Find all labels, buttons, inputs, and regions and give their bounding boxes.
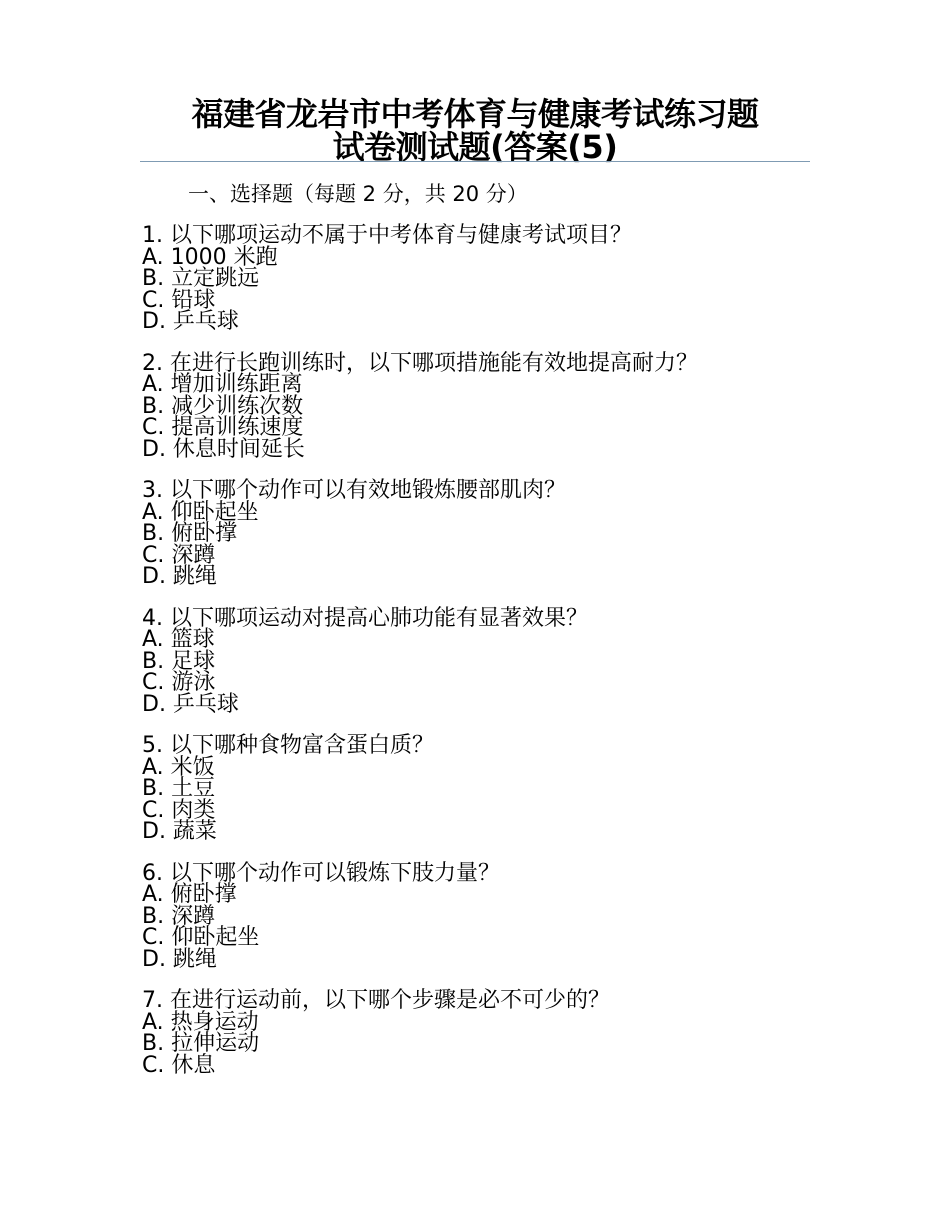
question-3 bbox=[142, 480, 902, 588]
option-d: D. 蔬菜 bbox=[142, 819, 217, 844]
option-a: A. 篮球 bbox=[142, 627, 215, 652]
title-underline bbox=[140, 161, 810, 162]
section-heading: 一、选择题（每题 2 分，共 20 分） bbox=[188, 182, 528, 206]
question-6 bbox=[142, 860, 902, 972]
option-d: D. 跳绳 bbox=[142, 564, 217, 589]
option-c: C. 休息 bbox=[142, 1052, 216, 1078]
option-c: C. 提高训练速度 bbox=[142, 415, 304, 440]
option-a: A. 热身运动 bbox=[142, 1009, 259, 1035]
option-c: C. 深蹲 bbox=[142, 542, 216, 568]
option-a: A. 1000 米跑 bbox=[142, 244, 278, 270]
option-c: C. 游泳 bbox=[142, 670, 216, 695]
option-b: B. 土豆 bbox=[142, 776, 216, 801]
option-c: C. 仰卧起坐 bbox=[142, 925, 260, 950]
option-d: D. 乒乓球 bbox=[142, 309, 239, 334]
option-a: A. 仰卧起坐 bbox=[142, 499, 259, 525]
option-a: A. 增加训练距离 bbox=[142, 372, 303, 397]
option-b: B. 减少训练次数 bbox=[142, 393, 304, 419]
option-c: C. 铅球 bbox=[142, 287, 216, 313]
question-text: 2. 在进行长跑训练时，以下哪项措施能有效地提高耐力？ bbox=[142, 350, 698, 376]
option-b: B. 拉伸运动 bbox=[142, 1031, 260, 1056]
option-d: D. 休息时间延长 bbox=[142, 436, 305, 462]
option-b: B. 立定跳远 bbox=[142, 266, 260, 291]
question-7 bbox=[142, 990, 902, 1076]
question-text: 1. 以下哪项运动不属于中考体育与健康考试项目？ bbox=[142, 223, 632, 248]
option-d: D. 跳绳 bbox=[142, 946, 217, 972]
option-c: C. 肉类 bbox=[142, 797, 216, 823]
question-text: 5. 以下哪种食物富含蛋白质？ bbox=[142, 733, 434, 758]
option-d: D. 乒乓球 bbox=[142, 691, 239, 717]
question-2 bbox=[142, 350, 902, 462]
question-text: 3. 以下哪个动作可以有效地锻炼腰部肌肉？ bbox=[142, 478, 566, 503]
title-line-2: 试卷测试题(答案(5) bbox=[332, 128, 618, 166]
question-4 bbox=[142, 605, 902, 717]
option-a: A. 米饭 bbox=[142, 754, 215, 780]
question-text: 7. 在进行运动前，以下哪个步骤是必不可少的？ bbox=[142, 988, 610, 1013]
option-a: A. 俯卧撑 bbox=[142, 882, 237, 907]
question-text: 6. 以下哪个动作可以锻炼下肢力量？ bbox=[142, 860, 500, 886]
title-line-1: 福建省龙岩市中考体育与健康考试练习题 bbox=[191, 95, 759, 133]
option-b: B. 深蹲 bbox=[142, 903, 216, 929]
question-5 bbox=[142, 735, 902, 843]
question-text: 4. 以下哪项运动对提高心肺功能有显著效果？ bbox=[142, 605, 588, 631]
question-list bbox=[142, 225, 902, 1096]
document-title bbox=[140, 95, 810, 166]
question-1 bbox=[142, 225, 902, 333]
option-b: B. 足球 bbox=[142, 648, 216, 674]
option-b: B. 俯卧撑 bbox=[142, 521, 238, 546]
